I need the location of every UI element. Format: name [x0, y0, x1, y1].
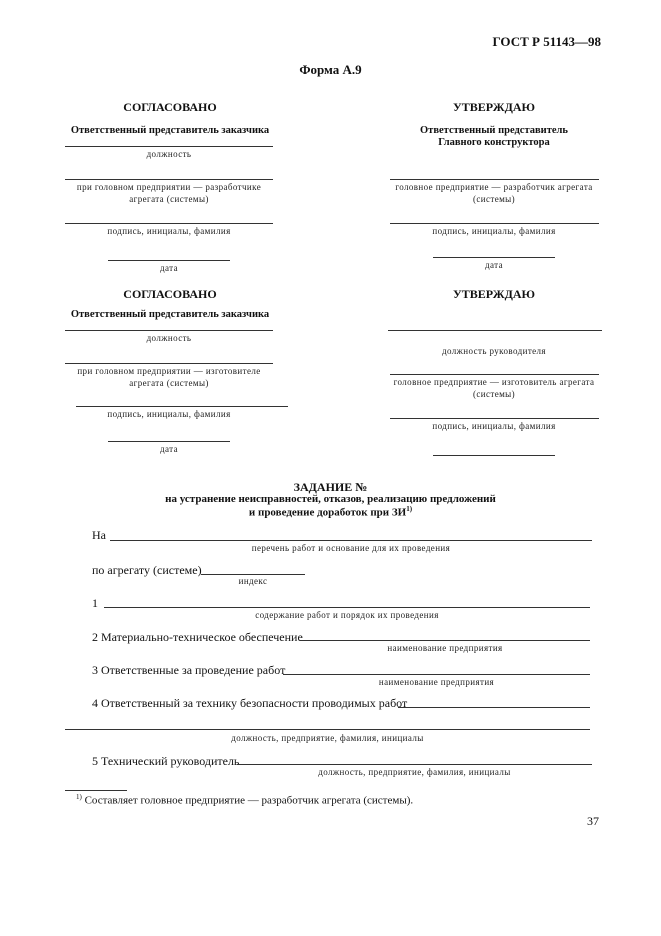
- left1-enterprise-caption-2: агрегата (системы): [129, 194, 209, 204]
- left2-role: Ответственный представитель заказчика: [70, 309, 270, 320]
- item5-field-caption: должность, предприятие, фамилия, инициалы: [318, 767, 511, 777]
- footnote: [76, 793, 413, 807]
- right2-signature-line[interactable]: [390, 418, 599, 419]
- form-title: Форма А.9: [299, 62, 362, 77]
- unit-field-caption: индекс: [238, 576, 268, 586]
- left1-enterprise-line[interactable]: [65, 179, 273, 180]
- left1-signature-line[interactable]: [65, 223, 273, 224]
- right2-enterprise-caption-1: головное предприятие — изготовитель агрегата: [393, 377, 595, 387]
- right1-date-line[interactable]: [433, 257, 555, 258]
- item5-label: 5 Технический руководитель: [92, 754, 240, 768]
- right1-role-1: Ответственный представитель: [420, 125, 568, 136]
- item1-label: 1: [92, 596, 98, 610]
- left1-role: Ответственный представитель заказчика: [70, 125, 270, 136]
- left1-signature-caption: подпись, инициалы, фамилия: [107, 226, 231, 236]
- left2-heading: СОГЛАСОВАНО: [123, 287, 217, 301]
- item2-label: 2 Материально-техническое обеспечение: [92, 630, 303, 644]
- unit-field-line[interactable]: [201, 574, 305, 575]
- on-label: На: [92, 528, 106, 542]
- left2-enterprise-line[interactable]: [65, 363, 273, 364]
- right2-heading: УТВЕРЖДАЮ: [452, 287, 536, 301]
- item5-field-line[interactable]: [237, 764, 592, 765]
- task-subtitle-2: [0, 505, 661, 519]
- item4-field-line-1[interactable]: [398, 707, 590, 708]
- right2-position-line[interactable]: [388, 330, 602, 331]
- item2-field-line[interactable]: [300, 640, 590, 641]
- left2-position-caption: должность: [146, 333, 192, 343]
- left2-signature-line[interactable]: [76, 406, 288, 407]
- task-title: ЗАДАНИЕ №: [293, 480, 368, 494]
- footnote-divider: [65, 790, 127, 791]
- right1-role-2: Главного конструктора: [438, 137, 550, 148]
- footnote-mark: 1): [76, 793, 82, 801]
- right2-position-caption: должность руководителя: [442, 346, 546, 356]
- item3-field-line[interactable]: [283, 674, 590, 675]
- item3-label: 3 Ответственные за проведение работ: [92, 663, 286, 677]
- page-number: 37: [587, 814, 599, 828]
- left1-position-caption: должность: [146, 149, 192, 159]
- task-subtitle-1: на устранение неисправностей, отказов, реализацию предложений: [165, 493, 496, 505]
- right1-signature-line[interactable]: [390, 223, 599, 224]
- right2-signature-caption: подпись, инициалы, фамилия: [432, 421, 556, 431]
- left2-signature-caption: подпись, инициалы, фамилия: [107, 409, 231, 419]
- left1-position-line[interactable]: [65, 146, 273, 147]
- right2-enterprise-caption-2: (системы): [472, 389, 516, 399]
- right1-enterprise-caption-1: головное предприятие — разработчик агрегата: [395, 182, 593, 192]
- left2-date-line[interactable]: [108, 441, 230, 442]
- item4-label: 4 Ответственный за технику безопасности проводимых работ: [92, 696, 408, 710]
- right1-enterprise-line[interactable]: [390, 179, 599, 180]
- right1-enterprise-caption-2: (системы): [472, 194, 516, 204]
- right1-heading: УТВЕРЖДАЮ: [452, 100, 536, 114]
- right2-enterprise-line[interactable]: [390, 374, 599, 375]
- left2-enterprise-caption-2: агрегата (системы): [129, 378, 209, 388]
- task-subtitle-2-text: и проведение доработок при ЗИ: [248, 506, 407, 519]
- item2-field-caption: наименование предприятия: [387, 643, 503, 653]
- item4-field-caption: должность, предприятие, фамилия, инициалы: [231, 733, 424, 743]
- footnote-text: Составляет головное предприятие — разработчик агрегата (системы).: [84, 794, 414, 807]
- item3-field-caption: наименование предприятия: [378, 677, 495, 687]
- right2-date-line[interactable]: [433, 455, 555, 456]
- on-field-line[interactable]: [110, 540, 592, 541]
- item1-field-caption: содержание работ и порядок их проведения: [255, 610, 439, 620]
- item1-field-line[interactable]: [104, 607, 590, 608]
- unit-label: по агрегату (системе): [92, 563, 202, 577]
- left1-heading: СОГЛАСОВАНО: [123, 100, 217, 114]
- left2-enterprise-caption-1: при головном предприятии — изготовителе: [77, 366, 261, 376]
- standard-number: ГОСТ Р 51143—98: [492, 34, 601, 49]
- left2-position-line[interactable]: [65, 330, 273, 331]
- right1-date-caption: дата: [485, 260, 503, 270]
- right1-signature-caption: подпись, инициалы, фамилия: [432, 226, 556, 236]
- left2-date-caption: дата: [160, 444, 178, 454]
- on-field-caption: перечень работ и основание для их проведения: [251, 543, 451, 553]
- item4-field-line-2[interactable]: [65, 729, 590, 730]
- left1-date-line[interactable]: [108, 260, 230, 261]
- task-footnote-ref: 1): [406, 505, 413, 513]
- left1-date-caption: дата: [160, 263, 178, 273]
- left1-enterprise-caption-1: при головном предприятии — разработчике: [76, 182, 262, 192]
